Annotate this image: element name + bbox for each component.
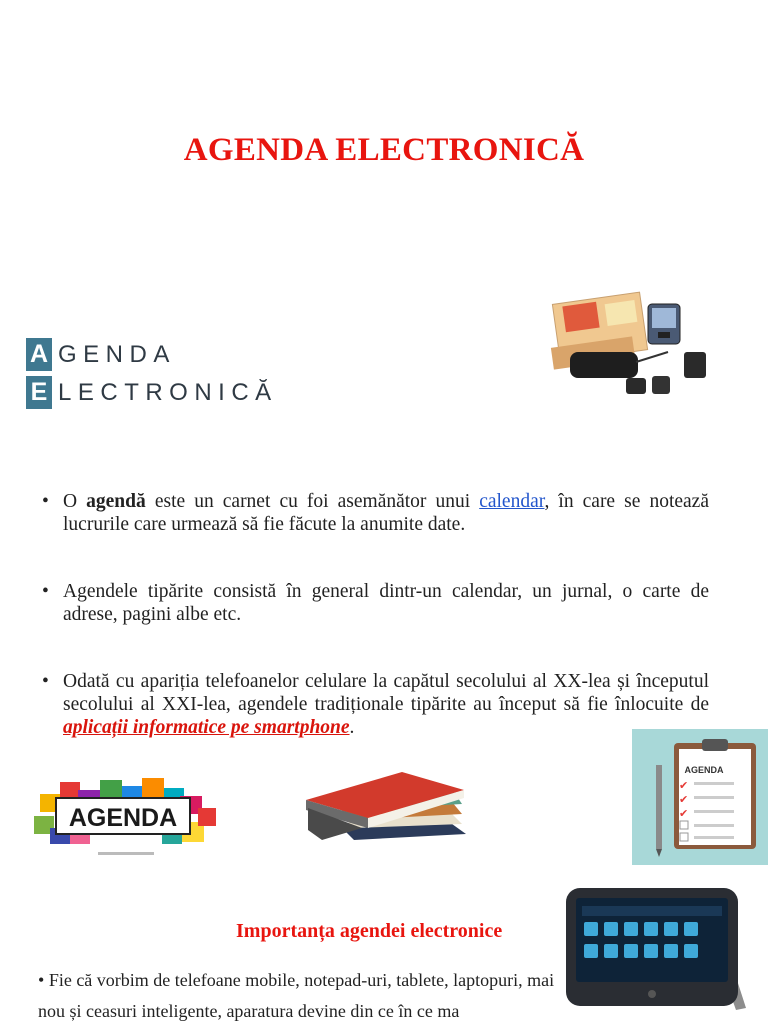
calendar-link[interactable]: calendar	[479, 491, 545, 512]
bullet-devices	[38, 965, 558, 1027]
bullet-text: Agendele tipărite consistă în general dintr-un calendar, un jurnal, o carte de adrese, pagini albe etc.	[63, 581, 709, 625]
bullet-definition	[42, 490, 709, 536]
bold-term-agenda: agendă	[86, 491, 146, 512]
bullet-text: , în care se notează lucrurile care urmează să fie făcute la anumite date.	[63, 491, 709, 535]
tablet-device-image	[560, 886, 752, 1014]
bullet-text: O	[63, 491, 87, 512]
bullet-text: este un carnet cu foi asemănător unui	[145, 491, 480, 512]
books-stack-image	[302, 768, 470, 846]
logo-word-agenda: GENDA	[58, 341, 176, 368]
logo-letter-e: E	[26, 376, 52, 409]
bullet-dot: •	[42, 671, 49, 692]
bullet-printed-agendas	[42, 580, 709, 626]
bullet-dot: •	[38, 970, 45, 990]
clipboard-agenda-label: AGENDA	[684, 765, 724, 775]
bullet-dot: •	[42, 491, 49, 512]
agenda-electronica-logo	[26, 338, 296, 414]
page-title: AGENDA ELECTRONICĂ	[183, 132, 585, 168]
highlight-smartphone-apps: aplicații informatice pe smartphone	[63, 717, 350, 738]
logo-letter-a: A	[26, 338, 52, 371]
importance-heading: Importanța agendei electronice	[236, 920, 503, 942]
clipboard-checklist-image	[632, 729, 768, 865]
bullet-smartphone-apps	[42, 670, 709, 739]
svg-text:✔: ✔	[679, 807, 689, 820]
svg-text:✔: ✔	[679, 793, 689, 806]
bullet-dot: •	[42, 581, 49, 602]
colorful-agenda-image	[30, 772, 222, 862]
logo-word-electronica: LECTRONICĂ	[58, 379, 278, 406]
svg-text:✔: ✔	[679, 779, 689, 792]
bullet-text: .	[349, 717, 355, 738]
pda-kit-image	[548, 290, 718, 402]
bullet-text: Fie că vorbim de telefoane mobile, notepad-uri, tablete, laptopuri, mai nou și ceasuri inteligente, aparatura devine din ce în ce ma	[38, 970, 555, 1021]
sticker-agenda-label: AGENDA	[68, 804, 178, 832]
bullet-text: Odată cu apariția telefoanelor celulare la capătul secolului al XX-lea și începutul secolului al XXI-lea, agendele tradiționale tipărite au început să fie înlocuite de	[63, 671, 709, 715]
